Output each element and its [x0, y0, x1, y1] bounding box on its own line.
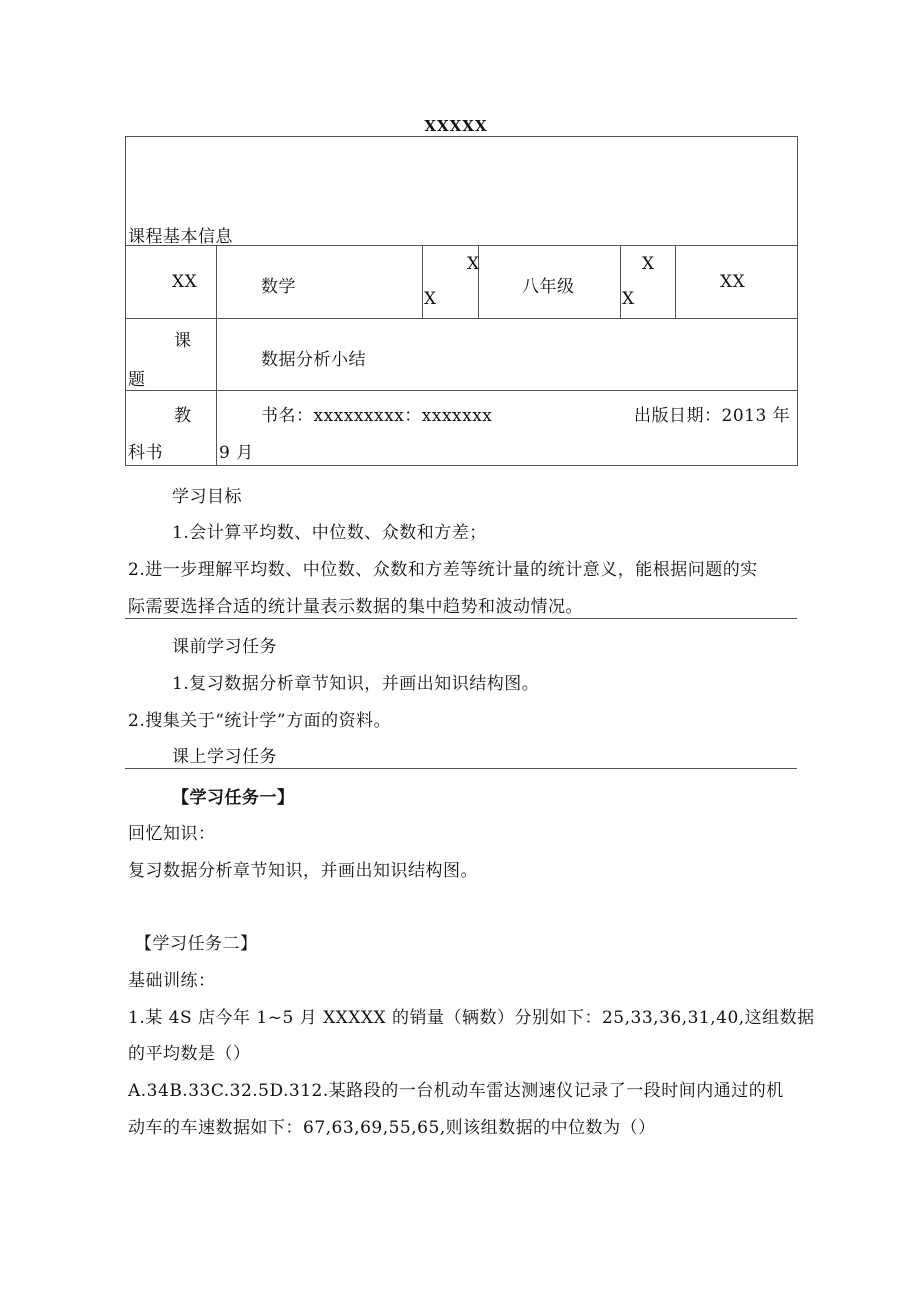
- pre-class-heading: 课前学习任务: [172, 637, 277, 657]
- table-divider: [620, 245, 621, 318]
- objective-item-cont: 际需要选择合适的统计量表示数据的集中趋势和波动情况。: [128, 597, 583, 617]
- question-1-cont: 的平均数是（）: [128, 1044, 251, 1064]
- publish-date-cont: 9 月: [219, 443, 254, 463]
- textbook-name: 书名：xxxxxxxxx：xxxxxxx: [261, 406, 493, 426]
- in-class-heading: 课上学习任务: [172, 747, 277, 767]
- pre-class-item: 1.复习数据分析章节知识，并画出知识结构图。: [172, 674, 540, 694]
- table-border-bottom: [125, 465, 797, 466]
- question-2: A.34B.33C.32.5D.312.某路段的一台机动车雷达测速仪记录了一段时间内通过的机: [128, 1081, 784, 1101]
- table-border-right: [797, 136, 798, 466]
- section-divider: [125, 768, 797, 769]
- objective-item: 1.会计算平均数、中位数、众数和方差；: [172, 523, 487, 543]
- table-divider: [125, 390, 797, 391]
- table-border-top: [125, 136, 797, 137]
- document-title: XXXXX: [424, 117, 488, 135]
- cell-c6: XX: [720, 272, 746, 292]
- table-divider: [422, 245, 423, 318]
- textbook-label-1: 教: [174, 406, 192, 426]
- question-2-cont: 动车的车速数据如下：67,63,69,55,65,则该组数据的中位数为（）: [128, 1118, 656, 1138]
- cell-c5-top: X: [642, 254, 655, 274]
- topic-label-1: 课: [174, 331, 192, 351]
- table-border-left: [125, 136, 126, 466]
- cell-c3-top: X: [467, 254, 480, 274]
- table-divider: [125, 318, 797, 319]
- pre-class-item: 2.搜集关于“统计学”方面的资料。: [128, 711, 392, 731]
- cell-c1: XX: [172, 272, 198, 292]
- task2-subtitle: 基础训练：: [128, 971, 216, 991]
- topic-value: 数据分析小结: [261, 350, 366, 370]
- cell-c5-bottom: X: [622, 289, 635, 309]
- publish-date: 出版日期：2013 年: [634, 406, 791, 426]
- cell-grade: 八年级: [522, 277, 575, 297]
- section-divider: [125, 618, 797, 619]
- table-header: 课程基本信息: [128, 227, 233, 247]
- task1-title: 【学习任务一】: [172, 788, 295, 808]
- task2-title: 【学习任务二】: [135, 934, 258, 954]
- table-divider: [675, 245, 676, 318]
- cell-subject: 数学: [261, 277, 296, 297]
- objective-item: 2.进一步理解平均数、中位数、众数和方差等统计量的统计意义，能根据问题的实: [128, 560, 758, 580]
- table-divider: [216, 245, 217, 465]
- question-1: 1.某 4S 店今年 1~5 月 XXXXX 的销量（辆数）分别如下：25,33,36,31,40,这组数据: [128, 1008, 815, 1028]
- topic-label-2: 题: [128, 370, 146, 390]
- task1-body: 复习数据分析章节知识，并画出知识结构图。: [128, 861, 478, 881]
- textbook-label-2: 科书: [128, 443, 163, 463]
- cell-c3-bottom: X: [424, 289, 437, 309]
- task1-subtitle: 回忆知识：: [128, 824, 216, 844]
- objectives-heading: 学习目标: [172, 487, 242, 507]
